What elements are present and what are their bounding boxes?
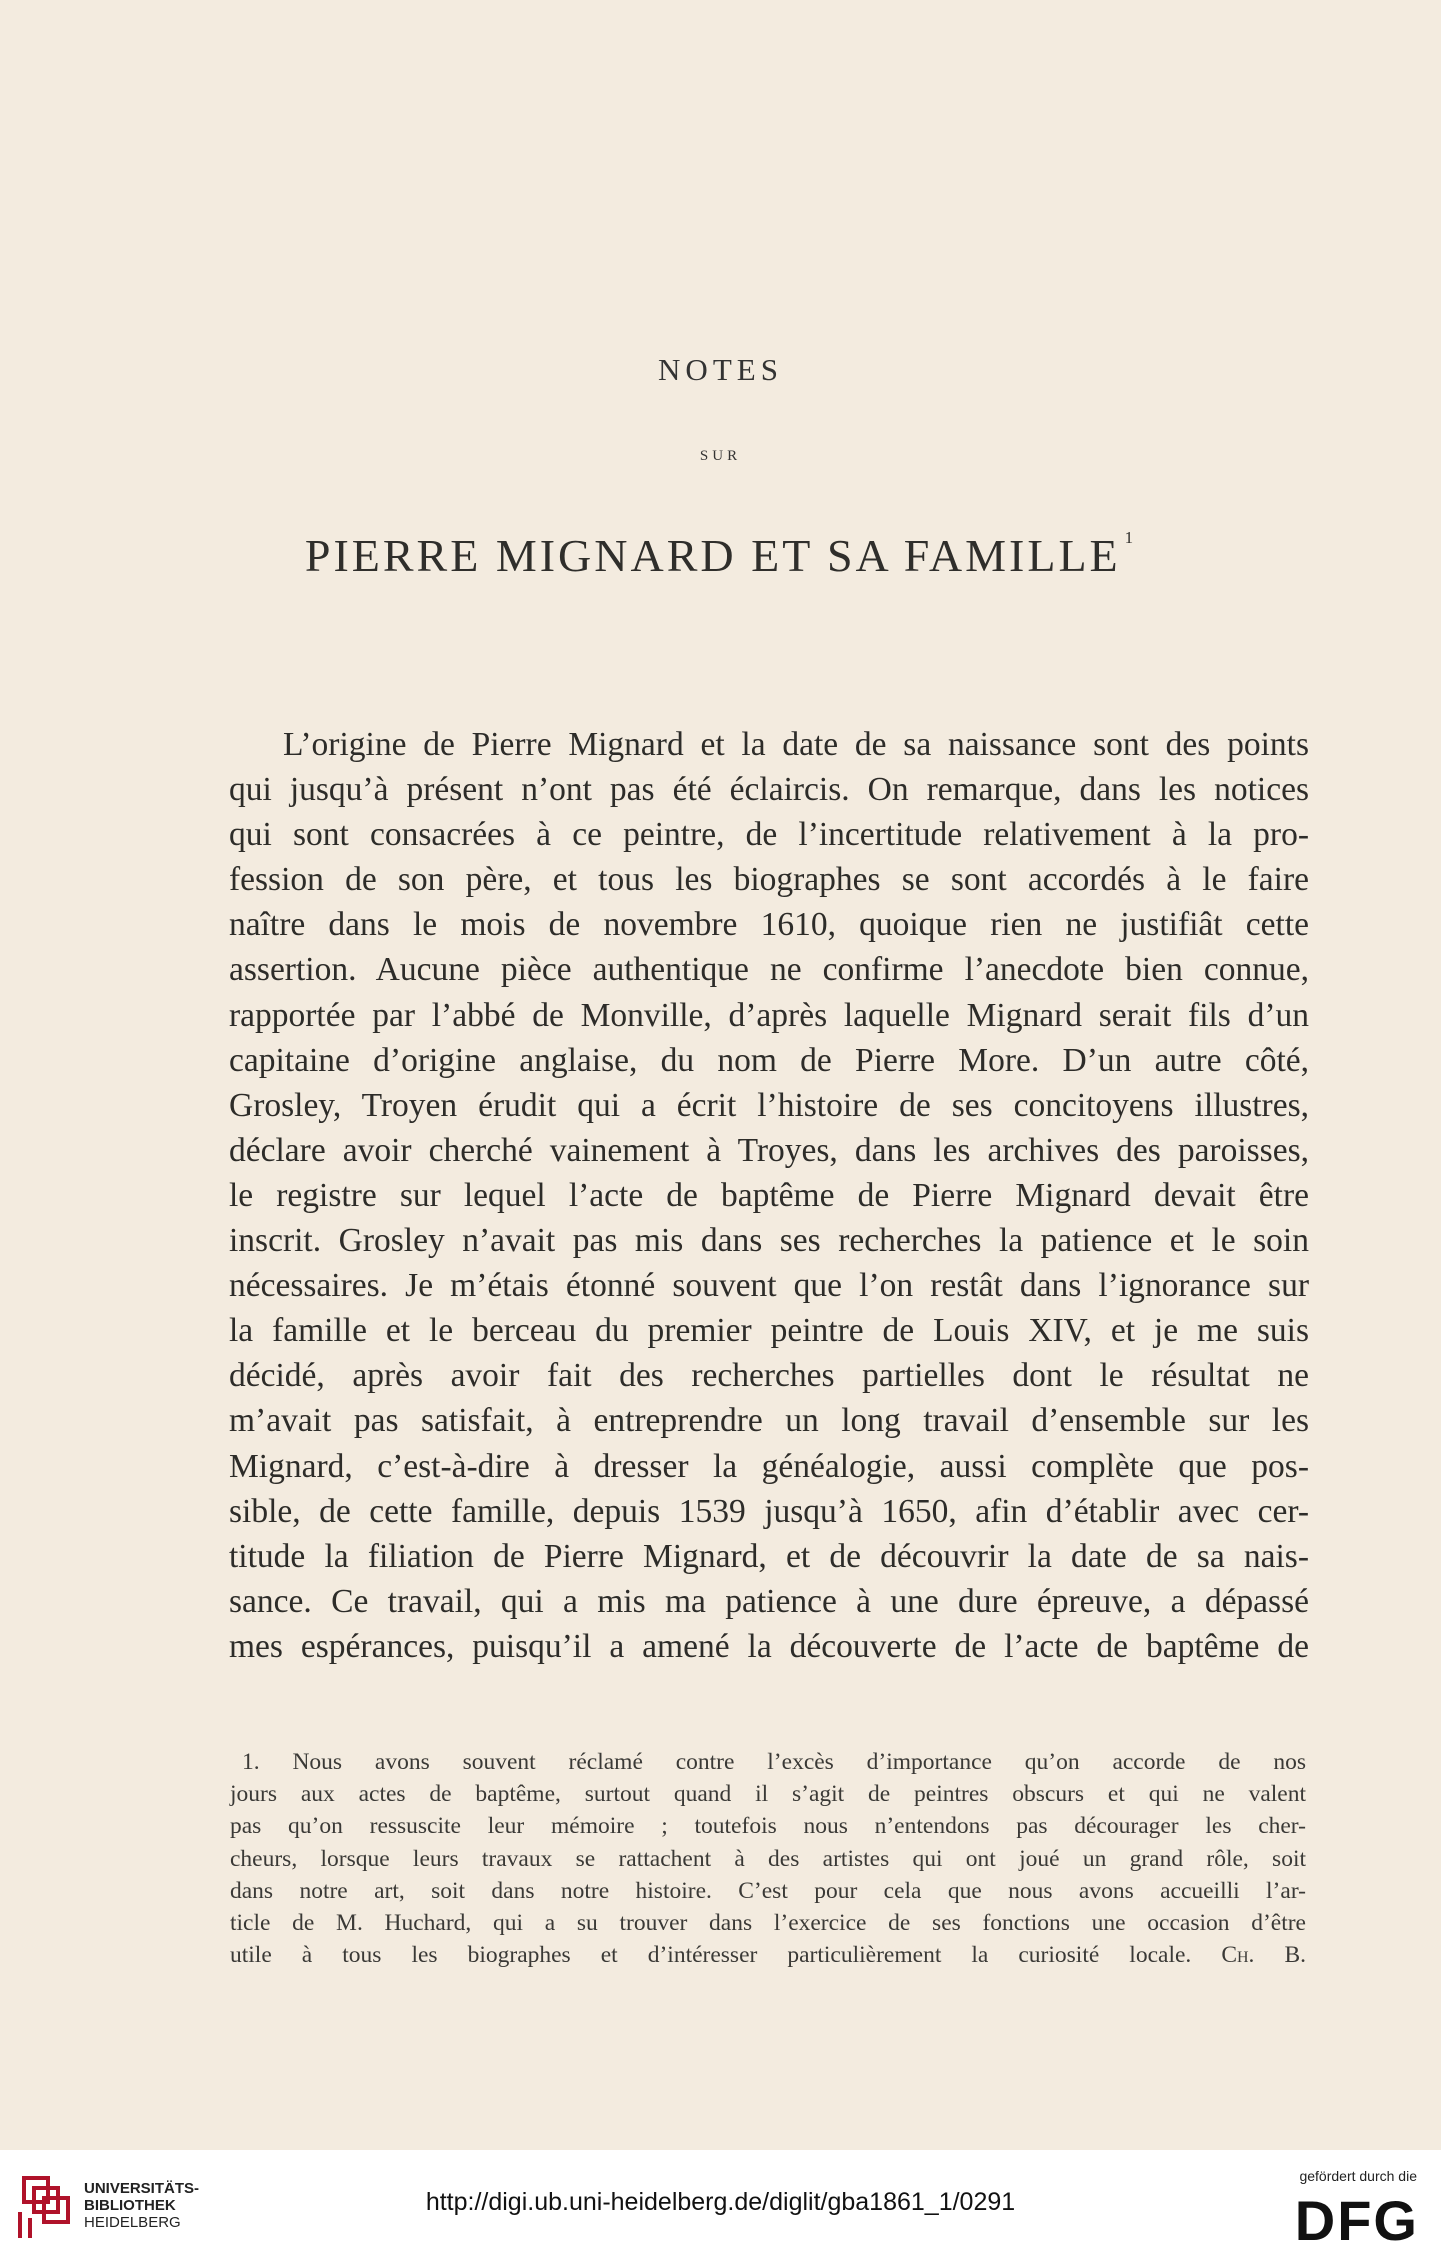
body-line: sible, de cette famille, depuis 1539 jusqu’à 1650, afin d’établir avec cer-: [229, 1492, 1309, 1530]
dfg-logo: DFG: [1294, 2189, 1419, 2252]
footnote-line: jours aux actes de baptême, surtout quand il s’agit de peintres obscurs et qui ne valent: [230, 1781, 1306, 1808]
library-name-line3: HEIDELBERG: [84, 2214, 181, 2231]
library-name-line1: UNIVERSITÄTS-: [84, 2180, 200, 2197]
permalink-url[interactable]: http://digi.ub.uni-heidelberg.de/diglit/gba1861_1/0291: [425, 2188, 1016, 2216]
footnote-line: ticle de M. Huchard, qui a su trouver dans l’exercice de ses fonctions une occasion d’être: [230, 1909, 1306, 1936]
body-line: la famille et le berceau du premier peintre de Louis XIV, et je me suis: [229, 1312, 1309, 1350]
footnote-signature: Ch. B.: [1221, 1942, 1306, 1969]
footnote-line: utile à tous les biographes et d’intéresser particulièrement la curiosité locale.: [230, 1942, 1192, 1969]
body-line: inscrit. Grosley n’avait pas mis dans ses recherches la patience et le soin: [229, 1222, 1309, 1260]
page-title: [0, 528, 1441, 582]
body-line: mes espérances, puisqu’il a amené la découverte de l’acte de baptême de: [229, 1627, 1309, 1665]
footnote-line: 1. Nous avons souvent réclamé contre l’excès d’importance qu’on accorde de nos: [242, 1749, 1306, 1775]
body-line: sance. Ce travail, qui a mis ma patience à une dure épreuve, a dépassé: [229, 1582, 1309, 1620]
body-paragraph: [229, 722, 1309, 1669]
funding-label: gefördert durch die: [1299, 2168, 1417, 2184]
body-line: qui sont consacrées à ce peintre, de l’incertitude relativement à la pro-: [229, 816, 1309, 854]
heading-notes: NOTES: [658, 352, 783, 387]
body-line: Grosley, Troyen érudit qui a écrit l’histoire de ses concitoyens illustres,: [229, 1086, 1309, 1124]
body-line: Mignard, c’est-à-dire à dresser la généalogie, aussi complète que pos-: [229, 1447, 1309, 1485]
footnote-last-line: [230, 1939, 1306, 1971]
body-line: capitaine d’origine anglaise, du nom de Pierre More. D’un autre côté,: [229, 1041, 1309, 1079]
body-line: rapportée par l’abbé de Monville, d’après laquelle Mignard serait fils d’un: [229, 996, 1309, 1034]
page-title-text: PIERRE MIGNARD ET SA FAMILLE: [304, 530, 1121, 581]
body-line: titude la filiation de Pierre Mignard, et de découvrir la date de sa nais-: [229, 1537, 1309, 1575]
footnote: [230, 1746, 1306, 1971]
library-name-line2: BIBLIOTHEK: [84, 2197, 176, 2214]
footnote-line: pas qu’on ressuscite leur mémoire ; toutefois nous n’entendons pas décourager les cher-: [230, 1813, 1306, 1840]
body-line: fession de son père, et tous les biographes se sont accordés à le faire: [229, 861, 1309, 899]
body-line: L’origine de Pierre Mignard et la date de sa naissance sont des points: [283, 726, 1309, 763]
footnote-line: dans notre art, soit dans notre histoire. C’est pour cela que nous avons accueilli l’ar-: [230, 1877, 1306, 1904]
body-line: nécessaires. Je m’étais étonné souvent que l’on restât dans l’ignorance sur: [229, 1267, 1309, 1305]
body-line: décidé, après avoir fait des recherches partielles dont le résultat ne: [229, 1357, 1309, 1395]
body-line: assertion. Aucune pièce authentique ne confirme l’anecdote bien connue,: [229, 951, 1309, 989]
footnote-reference: 1: [1124, 528, 1137, 547]
body-line: déclare avoir cherché vainement à Troyes, dans les archives des paroisses,: [229, 1131, 1309, 1169]
body-line: le registre sur lequel l’acte de baptême de Pierre Mignard devait être: [229, 1176, 1309, 1214]
body-line: qui jusqu’à présent n’ont pas été éclaircis. On remarque, dans les notices: [229, 771, 1309, 809]
body-line: m’avait pas satisfait, à entreprendre un long travail d’ensemble sur les: [229, 1402, 1309, 1440]
footnote-line: cheurs, lorsque leurs travaux se rattachent à des artistes qui ont joué un grand rôle, soit: [230, 1845, 1306, 1872]
body-line: naître dans le mois de novembre 1610, quoique rien ne justifiât cette: [229, 906, 1309, 944]
heading-sur: SUR: [699, 448, 742, 464]
